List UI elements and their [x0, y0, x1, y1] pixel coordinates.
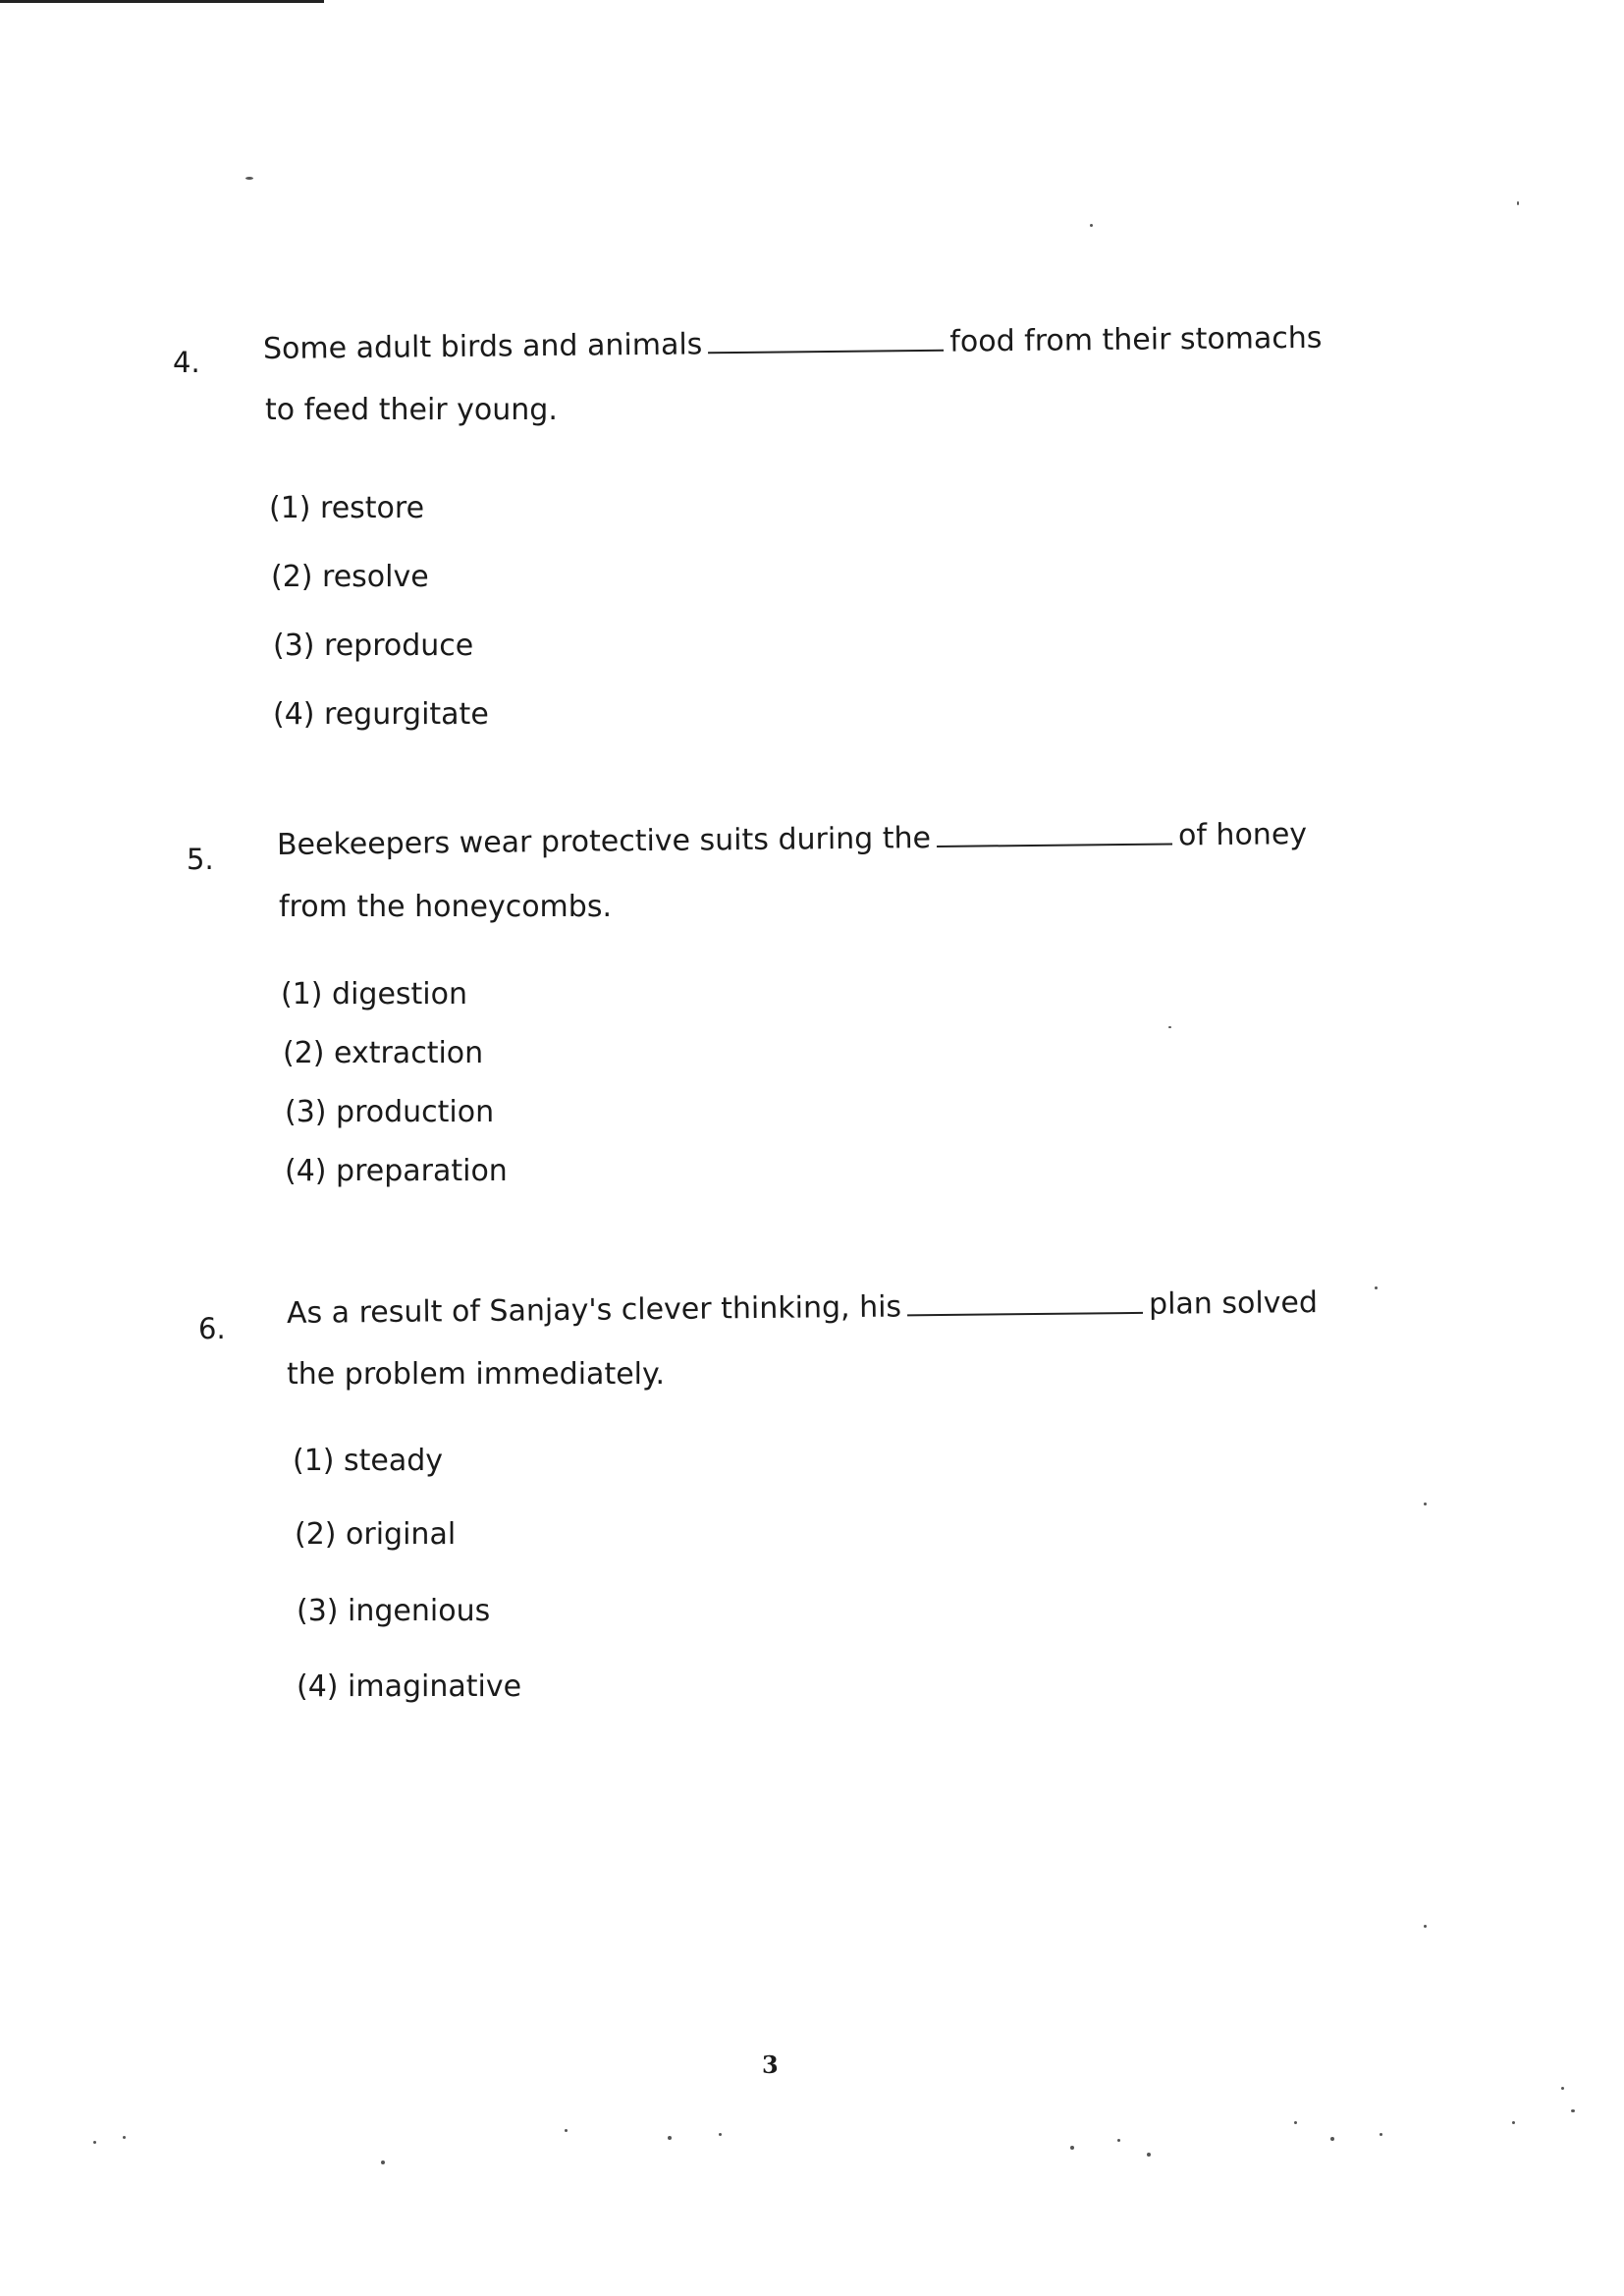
stem-text-after-blank: plan solved [1148, 1285, 1319, 1322]
stem-text-before-blank: Beekeepers wear protective suits during the [276, 821, 932, 862]
stem-text-before-blank: Some adult birds and animals [262, 327, 703, 366]
page-number: 3 [762, 2050, 779, 2079]
scan-speck [1424, 1925, 1427, 1928]
option-1: (1) steady [293, 1444, 444, 1478]
question-stem-line-2: to feed their young. [265, 393, 558, 427]
question-stem-line-1 [263, 321, 1323, 366]
stem-text-before-blank: As a result of Sanjay's clever thinking, his [286, 1289, 902, 1331]
answer-blank [937, 842, 1172, 847]
scan-speck [1168, 1026, 1171, 1028]
option-4: (4) imaginative [297, 1669, 522, 1704]
option-4: (4) regurgitate [273, 697, 489, 732]
stem-text-after-blank: food from their stomachs [949, 320, 1323, 359]
scan-speck [1561, 2087, 1564, 2090]
answer-blank [708, 349, 944, 355]
option-4: (4) preparation [285, 1154, 508, 1188]
scan-speck [1090, 224, 1093, 227]
scan-speck [1117, 2139, 1120, 2142]
scan-speck [1571, 2109, 1575, 2112]
answer-blank [907, 1311, 1143, 1317]
question-stem-line-2: from the honeycombs. [279, 890, 612, 924]
scan-speck [1070, 2146, 1074, 2150]
option-1: (1) restore [269, 491, 425, 525]
option-3: (3) production [285, 1095, 495, 1129]
scan-speck [719, 2133, 722, 2136]
option-2: (2) extraction [283, 1036, 484, 1070]
scan-speck [1375, 1286, 1378, 1289]
option-2: (2) original [295, 1517, 457, 1552]
scan-speck [1294, 2121, 1297, 2124]
scan-speck [1512, 2121, 1515, 2124]
scan-speck [1380, 2133, 1382, 2136]
scan-speck [93, 2141, 96, 2144]
scan-speck [1147, 2153, 1151, 2157]
scan-speck [668, 2136, 672, 2140]
option-1: (1) digestion [281, 977, 468, 1011]
scan-speck [1330, 2137, 1334, 2141]
question-number: 4. [173, 346, 200, 379]
scan-speck [381, 2160, 385, 2164]
question-stem-line-2: the problem immediately. [287, 1357, 666, 1392]
question-number: 6. [198, 1312, 226, 1345]
scan-speck [1517, 201, 1519, 205]
question-stem-line-1 [277, 817, 1307, 862]
option-3: (3) ingenious [297, 1594, 491, 1628]
scan-speck [245, 177, 253, 180]
question-number: 5. [187, 843, 214, 876]
scan-speck [565, 2129, 568, 2132]
stem-text-after-blank: of honey [1177, 817, 1308, 853]
option-3: (3) reproduce [273, 629, 474, 663]
option-2: (2) resolve [271, 560, 429, 594]
scan-speck [123, 2136, 126, 2139]
scan-speck [1424, 1503, 1427, 1505]
top-rule [0, 0, 324, 3]
question-stem-line-1 [287, 1285, 1318, 1331]
